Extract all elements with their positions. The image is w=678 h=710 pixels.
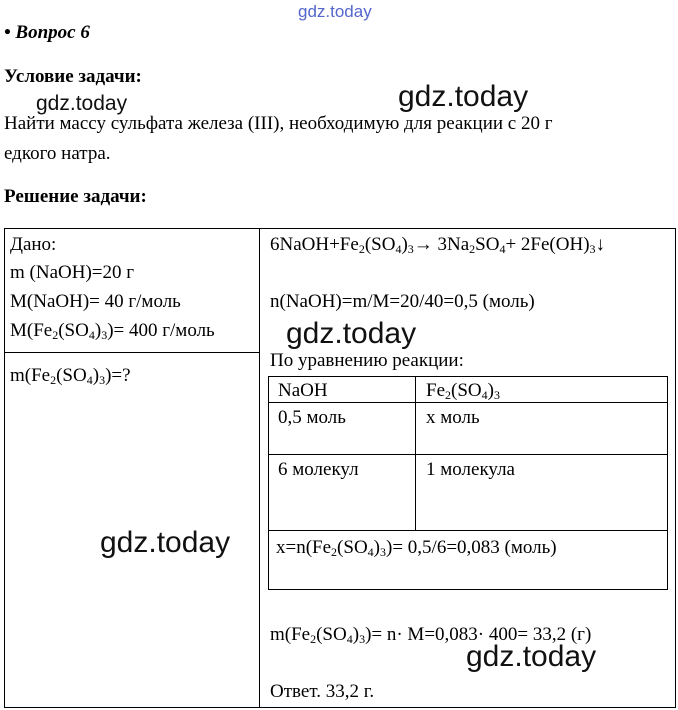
given-molar-fe2so43: $M(Fe_2(SO_4)_3)= 400$ г/моль [10,320,215,342]
proportion-row-divider-1 [268,402,668,403]
proportion-column-divider [415,376,416,530]
find-mass-fe2so43: $m(Fe_2(SO_4)_3)=$? [10,365,131,387]
watermark-top: gdz.today [298,2,372,21]
amount-naoh: n(NaOH)=m/M=20/40=0,5 (моль) [270,291,535,312]
condition-title: Условие задачи: [4,66,142,87]
watermark-condition: gdz.today [398,80,529,113]
table-header-fe2so43: $Fe_2(SO_4)_3$ [426,380,500,402]
given-mass-naoh: m (NaOH)=20 г [10,262,135,283]
table-header-naoh: NaOH [278,380,328,401]
given-divider [4,352,260,353]
table-cell-fe-molecules: 1 молекула [426,459,515,480]
answer: Ответ. 33,2 г. [270,681,375,702]
watermark-table: gdz.today [286,317,417,350]
column-divider [259,228,260,708]
condition-line-1: Найти массу сульфата железа (III), необходимую для реакции с 20 г [4,113,553,134]
proportion-row-divider-3 [268,530,668,531]
watermark-small: gdz.today [36,92,128,115]
by-equation-label: По уравнению реакции: [270,350,464,371]
table-cell-fe-mol: x моль [426,407,480,428]
condition-line-2: едкого натра. [4,143,111,164]
table-cell-naoh-mol: 0,5 моль [278,407,346,428]
watermark-bottom: gdz.today [466,640,597,673]
watermark-left: gdz.today [100,526,231,559]
given-molar-naoh: M(NaOH)= 40 г/моль [10,291,181,312]
mass-fe2so43: $m(Fe_2(SO_4)_3)= n\cdot M=0,083\cdot 400= 33,2$ (г) [270,624,592,646]
reaction-equation: $6NaOH+Fe_2(SO_4)_3\to 3Na_2SO_4+$ $2Fe(OH)_3↓$ [270,234,606,256]
table-cell-naoh-molecules: 6 молекул [278,459,359,480]
given-label: Дано: [10,234,57,255]
amount-fe2so43: $x=n(Fe_2(SO_4)_3)= 0,5/6=0,083$ (моль) [276,537,557,559]
proportion-row-divider-2 [268,454,668,455]
solution-title: Решение задачи: [4,186,147,207]
question-heading: • Вопрос 6 [4,22,90,43]
